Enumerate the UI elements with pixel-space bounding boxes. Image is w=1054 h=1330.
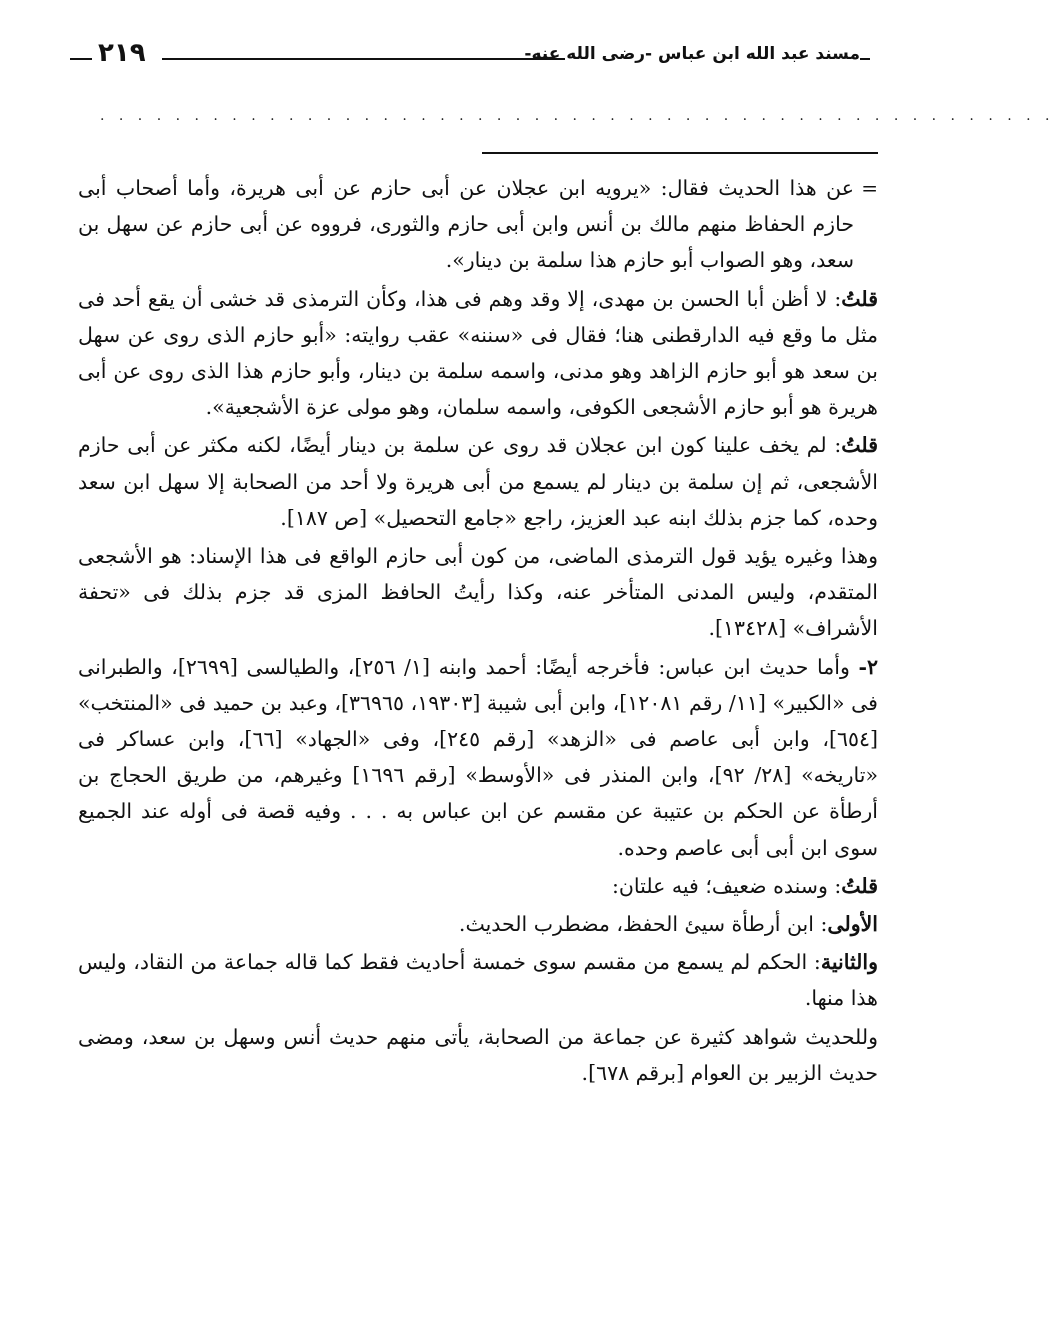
paragraph-5	[78, 649, 878, 866]
paragraph-2-text: : لا أظن أبا الحسن بن مهدى، إلا وقد وهم فى هذا، وكأن الترمذى قد خشى أن يقع أحد فى مثل ما وقع فيه الدارقطنى هنا؛ فقال فى «سننه» عقب روايته: «أبو حازم الذى روى عن سهل بن سعد هو أبو حازم الزاهد وهو مدنى، واسمه سلمة بن دينار، وأبو حازم هذا الذى روى عن أبى هريرة هو أبو حازم الأشجعى الكوفى، واسمه سلمان، وهو مولى عزة الأشجعية».	[78, 286, 878, 420]
header-dash-right	[860, 58, 870, 60]
paragraph-6-label: قلتُ	[841, 873, 878, 898]
paragraph-9	[78, 1019, 878, 1091]
paragraph-6-text: : وسنده ضعيف؛ فيه علتان:	[611, 873, 842, 898]
paragraph-9-text: وللحديث شواهد كثيرة عن جماعة من الصحابة، يأتى منهم حديث أنس وسهل بن سعد، ومضى حديث الزبير بن العوام [برقم ٦٧٨].	[78, 1024, 878, 1085]
header-rule	[162, 58, 565, 60]
paragraph-8-label: والثانية	[820, 950, 878, 975]
paragraph-6	[78, 868, 878, 904]
paragraph-7-label: الأولى	[827, 912, 878, 937]
paragraph-7	[78, 906, 878, 942]
footnote-body	[78, 170, 878, 1093]
paragraph-2	[78, 281, 878, 426]
header-dash-left	[70, 58, 92, 60]
paragraph-3-label: قلتُ	[841, 433, 878, 458]
paragraph-8-text: : الحكم لم يسمع من مقسم سوى خمسة أحاديث فقط كما قاله جماعة من النقاد، وليس هذا منها.	[78, 950, 878, 1011]
paragraph-7-text: : ابن أرطأة سيئ الحفظ، مضطرب الحديث.	[458, 912, 828, 937]
dotted-separator: . . . . . . . . . . . . . . . . . . . . . . . . . . . . . . . . . . . . . . . . . . . . . . . . . . .	[100, 108, 1054, 124]
paragraph-3	[78, 427, 878, 536]
footnote-separator	[482, 152, 878, 154]
paragraph-4	[78, 538, 878, 647]
paragraph-5-text: وأما حديث ابن عباس: فأخرجه أيضًا: أحمد وابنه [١/ ٢٥٦]، والطيالسى [٢٦٩٩]، والطبرانى فى «الكبير» [١١/ رقم ١٢٠٨١]، وابن أبى شيبة [١٩٣٠٣، ٣٦٩٦٥]، وعبد بن حميد فى «المنتخب» [٦٥٤]، وابن أبى عاصم فى «الزهد» [رقم ٢٤٥]، وفى «الجهاد» [٦٦]، وابن عساكر فى «تاريخه» [٢٨/ ٩٢]، وابن المنذر فى «الأوسط» [رقم ١٦٩٦] وغيرهم، من طريق الحجاج بن أرطأة عن الحكم بن عتيبة عن مقسم عن ابن عباس به . . . وفيه قصة فى أوله عند الجميع سوى ابن أبى أبى عاصم وحده.	[78, 654, 879, 860]
paragraph-1-text: عن هذا الحديث فقال: «يرويه ابن عجلان عن أبى حازم عن أبى هريرة، وأما أصحاب أبى حازم الحفاظ منهم مالك بن أنس وابن أبى حازم والثورى، فرووه عن أبى حازم عن سهل بن سعد، وهو الصواب أبو حازم هذا سلمة بن دينار».	[78, 176, 854, 273]
paragraph-4-text: وهذا وغيره يؤيد قول الترمذى الماضى، من كون أبى حازم الواقع فى هذا الإسناد: هو الأشجعى المتقدم، وليس المدنى المتأخر عنه، وكذا رأيتُ الحافظ المزى قد جزم بذلك فى «تحفة الأشراف» [١٣٤٢٨].	[78, 544, 878, 641]
paragraph-1	[78, 170, 878, 279]
paragraph-2-label: قلتُ	[841, 286, 878, 311]
running-title: مسند عبد الله ابن عباس -رضى الله عنه-	[524, 44, 860, 64]
page-header	[70, 38, 860, 78]
paragraph-5-label: ٢-	[858, 654, 878, 679]
paragraph-3-text: : لم يخف علينا كون ابن عجلان قد روى عن سلمة بن دينار أيضًا، لكنه مكثر عن أبى حازم الأشجعى، ثم إن سلمة بن دينار لم يسمع من أبى هريرة ولا أحد من الصحابة إلا سهل ابن سعد وحده، كما جزم بذلك ابنه عبد العزيز، راجع «جامع التحصيل» [ص ١٨٧].	[78, 433, 878, 530]
continuation-mark: =	[861, 176, 878, 200]
page-number: ٢١٩	[98, 38, 146, 68]
paragraph-8	[78, 944, 878, 1016]
